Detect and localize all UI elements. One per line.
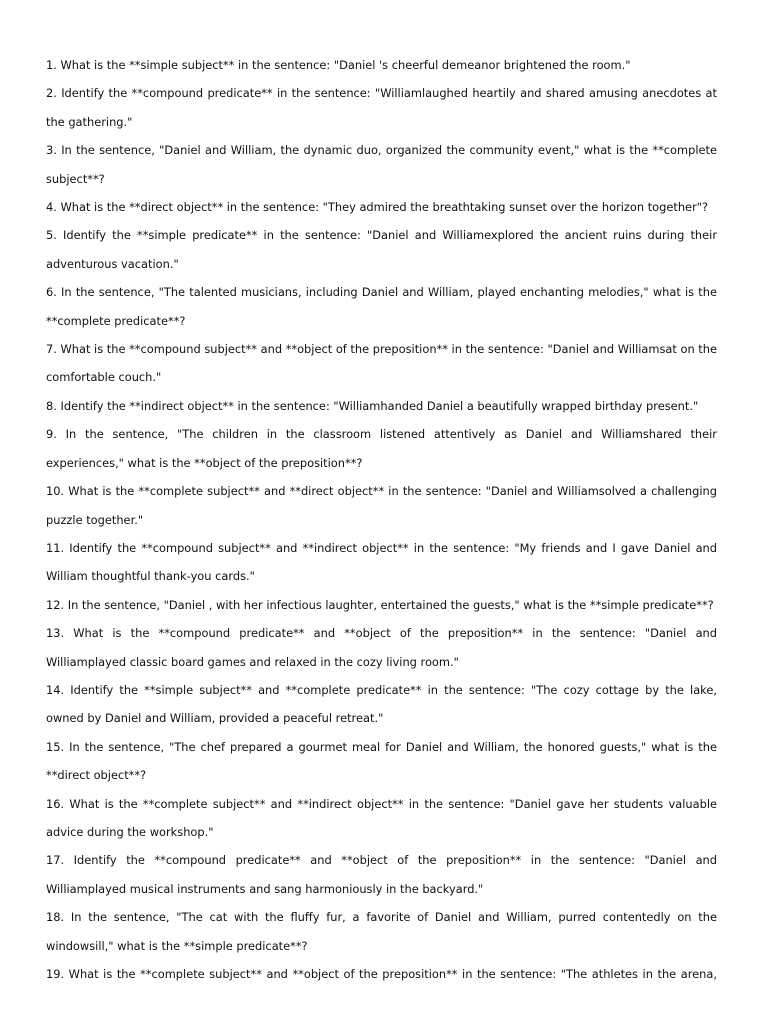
question-12: 12. In the sentence, "Daniel , with her infectious laughter, entertained the guests," what is the **simple predicate**? bbox=[46, 597, 714, 612]
question-5: 5. Identify the **simple predicate** in the sentence: "Daniel and Williamexplored the ancient ruins during their adventurous vacation." bbox=[46, 228, 717, 271]
question-14: 14. Identify the **simple subject** and **complete predicate** in the sentence: "The cozy cottage by the lake, owned by Daniel and William, provided a peaceful retreat." bbox=[46, 682, 717, 726]
question-6: 6. In the sentence, "The talented musicians, including Daniel and William, played enchanting melodies," what is the **complete predicate**? bbox=[46, 285, 717, 328]
question-19: 19. What is the **complete subject** and **object of the preposition** in the sentence: "The athletes in the arena, bbox=[46, 967, 717, 981]
question-13: 13. What is the **compound predicate** and **object of the preposition** in the sentence: "Daniel and Williamplayed classic board games and relaxed in the cozy living room." bbox=[46, 626, 717, 669]
question-9: 9. In the sentence, "The children in the classroom listened attentively as Daniel and Williamshared their experiences," what is the **object of the preposition**? bbox=[46, 427, 717, 470]
question-3: 3. In the sentence, "Daniel and William, the dynamic duo, organized the community event," what is the **complete subject**? bbox=[46, 143, 717, 186]
question-11: 11. Identify the **compound subject** and **indirect object** in the sentence: "My friends and I gave Daniel and William thoughtful thank-you cards." bbox=[46, 540, 717, 584]
question-10: 10. What is the **complete subject** and **direct object** in the sentence: "Daniel and Williamsolved a challenging puzzle together." bbox=[46, 484, 717, 527]
question-18: 18. In the sentence, "The cat with the fluffy fur, a favorite of Daniel and William, purred contentedly on the windowsill," what is the **simple predicate**? bbox=[46, 910, 717, 953]
question-1: 1. What is the **simple subject** in the sentence: "Daniel 's cheerful demeanor brightened the room." bbox=[46, 58, 631, 72]
question-15: 15. In the sentence, "The chef prepared a gourmet meal for Daniel and William, the honored guests," what is the **direct object**? bbox=[46, 739, 717, 783]
question-17: 17. Identify the **compound predicate** and **object of the preposition** in the sentence: "Daniel and Williamplayed musical instruments and sang harmoniously in the backyard." bbox=[46, 853, 717, 896]
question-2: 2. Identify the **compound predicate** in the sentence: "Williamlaughed heartily and shared amusing anecdotes at the gathering." bbox=[46, 86, 717, 129]
question-7: 7. What is the **compound subject** and **object of the preposition** in the sentence: "Daniel and Williamsat on the comfortable couch." bbox=[46, 342, 717, 385]
question-4: 4. What is the **direct object** in the sentence: "They admired the breathtaking sunset over the horizon together"? bbox=[46, 200, 709, 215]
question-16: 16. What is the **complete subject** and **indirect object** in the sentence: "Daniel gave her students valuable advice during the workshop." bbox=[46, 796, 717, 839]
question-8: 8. Identify the **indirect object** in the sentence: "Williamhanded Daniel a beautifully wrapped birthday present." bbox=[46, 398, 699, 413]
